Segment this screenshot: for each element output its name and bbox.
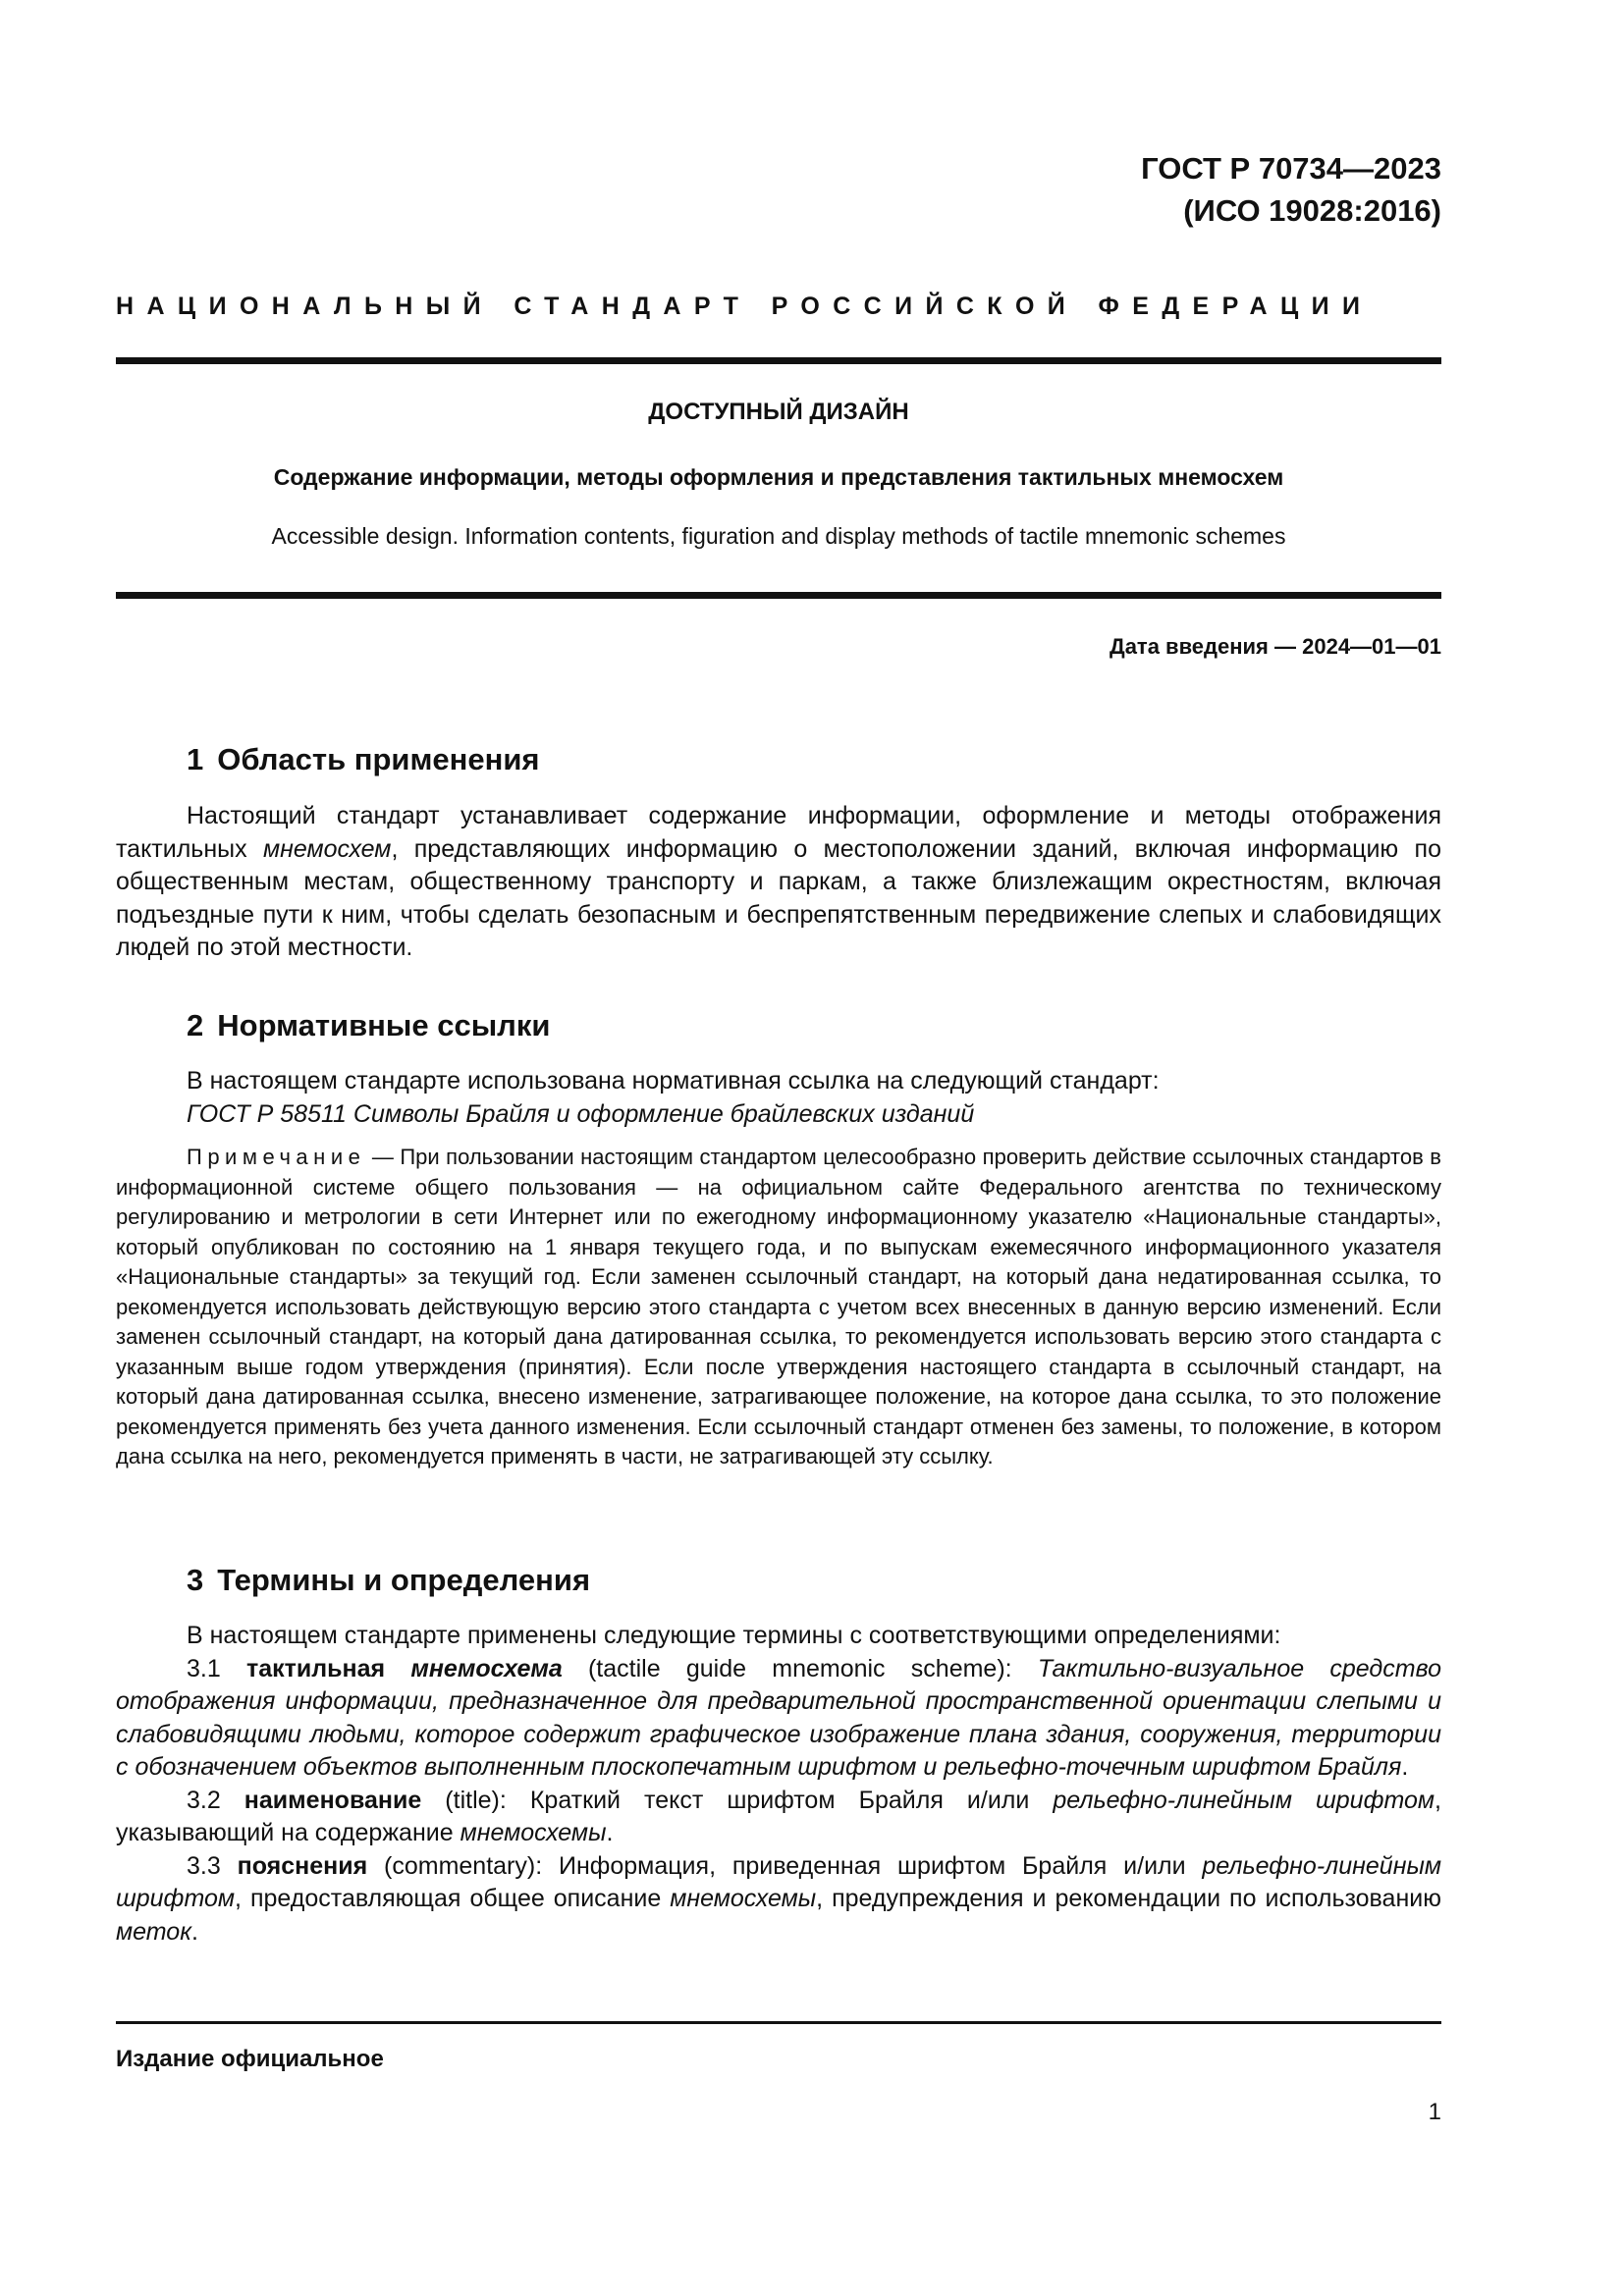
title-divider xyxy=(116,592,1441,599)
italic-term: меток xyxy=(116,1917,192,1946)
term-english: (tactile guide mnemonic scheme): xyxy=(562,1654,1038,1682)
term-3-3 xyxy=(116,1850,1441,1949)
term-number: 3.2 xyxy=(187,1786,244,1814)
term-definition: Тактильно-визуальное средство отображения информации, предназначенное для предварительной пространственной ориентации слепыми и слабовидящими людьми, которое содержит графическое изображение плана здания, сооружения, территории с обозначением объектов выполненным плоскопечатным шрифтом и рельефно-точечным шрифтом Брайля xyxy=(116,1654,1441,1781)
italic-term: рельефно-линейным шрифтом xyxy=(1053,1786,1435,1814)
text-run: . xyxy=(1401,1753,1409,1781)
term-definition: , предупреждения и рекомендации по использованию xyxy=(816,1885,1441,1912)
section-1-heading xyxy=(187,740,540,779)
references-intro: В настоящем стандарте использована нормативная ссылка на следующий стандарт: xyxy=(187,1067,1160,1095)
top-divider xyxy=(116,357,1441,364)
italic-term: рельефно-линейным шрифтом xyxy=(116,1851,1442,1912)
term-name: наименование xyxy=(244,1786,422,1814)
section-3-heading xyxy=(187,1561,590,1600)
section-1-text xyxy=(116,800,1441,965)
term-number: 3.1 xyxy=(187,1654,246,1682)
section-number: 3 xyxy=(187,1563,204,1597)
term-definition: Информация, приведенная шрифтом Брайля и/или xyxy=(559,1851,1203,1880)
terms-intro: В настоящем стандарте применены следующие термины с соответствующими определениями: xyxy=(187,1622,1281,1649)
section-2-heading xyxy=(187,1006,550,1045)
text-run: . xyxy=(606,1819,614,1846)
standard-type-banner: НАЦИОНАЛЬНЫЙ СТАНДАРТ РОССИЙСКОЙ ФЕДЕРАЦИИ xyxy=(116,293,1374,320)
section-number: 2 xyxy=(187,1008,204,1042)
official-edition-label: Издание официальное xyxy=(116,2046,384,2072)
text-run: Настоящий стандарт устанавливает содержание информации, оформление и методы отображения тактильных xyxy=(116,802,1441,863)
section-title: Область применения xyxy=(217,742,540,776)
section-title: Нормативные ссылки xyxy=(217,1008,551,1042)
normative-reference: ГОСТ Р 58511 Символы Брайля и оформление брайлевских изданий xyxy=(187,1099,975,1128)
term-3-1 xyxy=(116,1653,1441,1785)
term-3-2 xyxy=(116,1785,1441,1850)
italic-term: мнемосхемы xyxy=(670,1885,817,1912)
term-english: (commentary): xyxy=(367,1851,559,1880)
text-run: . xyxy=(191,1917,198,1946)
note-text: — При пользовании настоящим стандартом целесообразно проверить действие ссылочных стандартов в информационной системе общего пользования — на официальном сайте Федерального агентства по техническому регулированию и метрологии в сети Интернет или по ежегодному информационному указателю «Национальные стандарты», который опубликован по состоянию на 1 января текущего года, и по выпускам ежемесячного информационного указателя «Национальные стандарты» за текущий год. Если заменен ссылочный стандарт, на который дана недатированная ссылка, то рекомендуется использовать действующую версию этого стандарта с учетом всех внесенных в данную версию изменений. Если заменен ссылочный стандарт, на который дана датированная ссылка, то рекомендуется использовать версию этого стандарта с указанным выше годом утверждения (принятия). Если после утверждения настоящего стандарта в ссылочный стандарт, на который дана датированная ссылка, внесено изменение, затрагивающее положение, на которое дана ссылка, то это положение рекомендуется применять без учета данного изменения. Если ссылочный стандарт отменен без замены, то положение, в котором дана ссылка на него, рекомендуется применять в части, не затрагивающей эту ссылку. xyxy=(116,1145,1441,1468)
term-definition: , указывающий на содержание xyxy=(116,1786,1441,1846)
page-number: 1 xyxy=(1428,2099,1441,2125)
references-note xyxy=(116,1143,1441,1472)
gost-number: ГОСТ Р 70734—2023 xyxy=(1141,151,1441,186)
term-name-italic: мнемосхема xyxy=(410,1654,563,1682)
footer-divider xyxy=(116,2021,1441,2024)
document-title-english: Accessible design. Information contents, figuration and display methods of tactile mnemonic schemes xyxy=(271,523,1286,549)
italic-term: мнемосхем xyxy=(262,834,392,863)
document-number xyxy=(1141,147,1441,232)
term-english: (title): xyxy=(421,1786,530,1814)
document-title: ДОСТУПНЫЙ ДИЗАЙН xyxy=(648,399,909,425)
note-label: Примечание xyxy=(187,1145,366,1169)
section-2-text xyxy=(116,1065,1441,1131)
term-name: тактильная xyxy=(245,1654,411,1682)
section-number: 1 xyxy=(187,742,204,776)
term-number: 3.3 xyxy=(187,1851,238,1880)
section-title: Термины и определения xyxy=(217,1563,591,1597)
italic-term: мнемосхемы xyxy=(460,1819,607,1846)
term-name: пояснения xyxy=(237,1851,368,1880)
section-3-text xyxy=(116,1620,1441,1949)
document-subtitle: Содержание информации, методы оформления и представления тактильных мнемосхем xyxy=(273,464,1284,490)
introduction-date: Дата введения — 2024—01—01 xyxy=(1110,634,1441,659)
text-run: , представляющих информацию о местоположении зданий, включая информацию по общественным местам, общественному транспорту и паркам, а также близлежащим окрестностям, включая подъездные пути к ним, чтобы сделать безопасным и беспрепятственным передвижение слепых и слабовидящих людей по этой местности. xyxy=(116,834,1441,961)
iso-number: (ИСО 19028:2016) xyxy=(1183,193,1441,228)
scope-paragraph xyxy=(116,800,1441,965)
term-definition: Краткий текст шрифтом Брайля и/или xyxy=(529,1786,1054,1814)
term-definition: , предоставляющая общее описание xyxy=(235,1885,671,1912)
